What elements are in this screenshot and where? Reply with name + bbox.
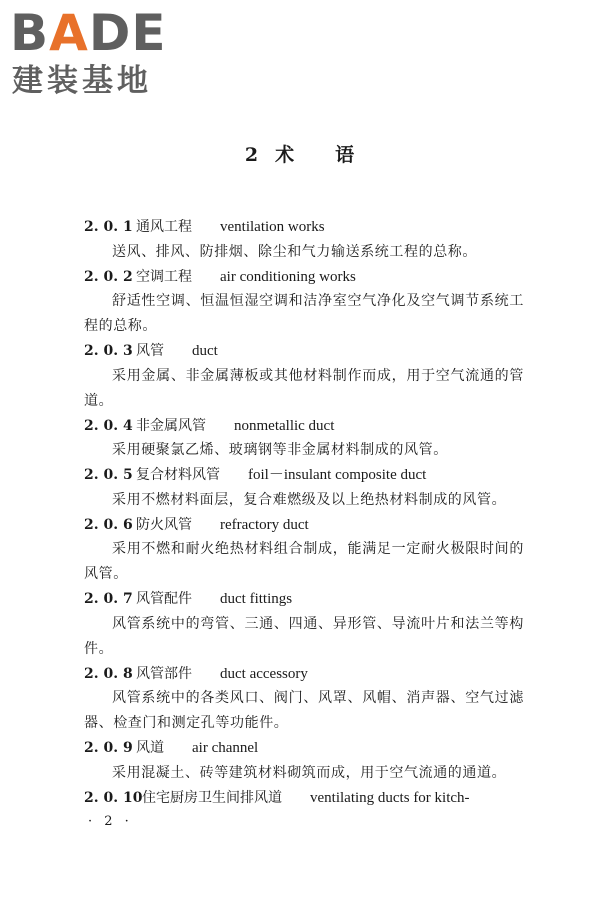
term-definition: 采用硬聚氯乙烯、玻璃钢等非金属材料制成的风管。 [112, 442, 448, 458]
term-english: duct [192, 343, 218, 359]
bade-logo [10, 6, 180, 101]
term-english: foil－insulant composite duct [248, 467, 427, 483]
term-number: 2. 0. 5 [84, 467, 133, 483]
logo-wordmark [10, 6, 167, 60]
logo-letter-b: B [10, 4, 50, 62]
term-heading [84, 662, 524, 687]
chapter-title-char-1: 术 [275, 144, 296, 166]
term-english: duct fittings [220, 591, 293, 607]
term-heading [84, 587, 524, 612]
term-definition: 风管系统中的各类风口、阀门、风罩、风帽、消声器、空气过滤器、检查门和测定孔等功能件。 [84, 690, 524, 731]
term-number: 2. 0. 1 [84, 219, 133, 235]
logo-letters-de: DE [88, 4, 167, 62]
term-english: nonmetallic duct [234, 417, 335, 434]
term-chinese: 风管 [136, 343, 164, 359]
term-english: duct accessory [220, 665, 308, 682]
term-item [84, 339, 524, 414]
term-english: ventilation works [220, 219, 325, 235]
term-heading [84, 215, 524, 240]
chapter-number: 2 [244, 144, 260, 166]
term-chinese: 住宅厨房卫生间排风道 [142, 789, 282, 806]
term-number: 2. 0. 7 [84, 591, 133, 607]
term-heading [84, 265, 524, 290]
term-number: 2. 0. 4 [84, 417, 133, 434]
term-number: 2. 0. 10 [84, 789, 143, 806]
term-item [84, 513, 524, 588]
term-item [84, 265, 524, 340]
term-definition: 采用不燃材料面层，复合难燃级及以上绝热材料制成的风管。 [112, 491, 507, 508]
logo-letter-a: A [49, 4, 89, 62]
term-english: air conditioning works [220, 268, 356, 285]
terms-list [84, 215, 524, 810]
term-chinese: 非金属风管 [136, 417, 206, 434]
term-definition: 送风、排风、防排烟、除尘和气力输送系统工程的总称。 [112, 243, 477, 260]
term-chinese: 风管配件 [136, 591, 192, 607]
term-item [84, 463, 524, 513]
term-english: air channel [192, 740, 259, 756]
term-item [84, 414, 524, 464]
term-number: 2. 0. 3 [84, 343, 133, 359]
term-number: 2. 0. 2 [84, 268, 133, 285]
term-chinese: 复合材料风管 [136, 467, 220, 483]
term-item [84, 736, 524, 786]
chapter-title [0, 140, 600, 167]
term-english: refractory duct [220, 516, 309, 533]
term-definition: 采用金属、非金属薄板或其他材料制作而成，用于空气流通的管道。 [84, 367, 524, 409]
term-number: 2. 0. 9 [84, 740, 133, 756]
term-item [84, 662, 524, 737]
term-heading [84, 786, 524, 811]
term-chinese: 风管部件 [136, 665, 192, 682]
logo-chinese-name: 建装基地 [12, 63, 152, 99]
term-heading [84, 513, 524, 538]
term-heading [84, 463, 524, 488]
term-chinese: 风道 [136, 740, 164, 756]
term-item [84, 587, 524, 662]
term-number: 2. 0. 8 [84, 665, 133, 682]
term-english: ventilating ducts for kitch- [310, 789, 470, 806]
term-heading [84, 736, 524, 761]
term-heading [84, 414, 524, 439]
term-item [84, 215, 524, 265]
term-definition: 风管系统中的弯管、三通、四通、异形管、导流叶片和法兰等构件。 [84, 615, 524, 657]
term-chinese: 通风工程 [136, 219, 192, 235]
chapter-title-char-2: 语 [335, 144, 356, 166]
page-number: · 2 · [88, 814, 133, 829]
term-heading [84, 339, 524, 364]
term-chinese: 空调工程 [136, 268, 192, 285]
term-chinese: 防火风管 [136, 516, 192, 533]
term-item [84, 786, 524, 811]
term-definition: 采用不燃和耐火绝热材料组合制成，能满足一定耐火极限时间的风管。 [84, 541, 524, 582]
term-definition: 舒适性空调、恒温恒湿空调和洁净室空气净化及空气调节系统工程的总称。 [84, 293, 524, 334]
term-number: 2. 0. 6 [84, 516, 133, 533]
term-definition: 采用混凝土、砖等建筑材料砌筑而成，用于空气流通的通道。 [112, 764, 507, 781]
